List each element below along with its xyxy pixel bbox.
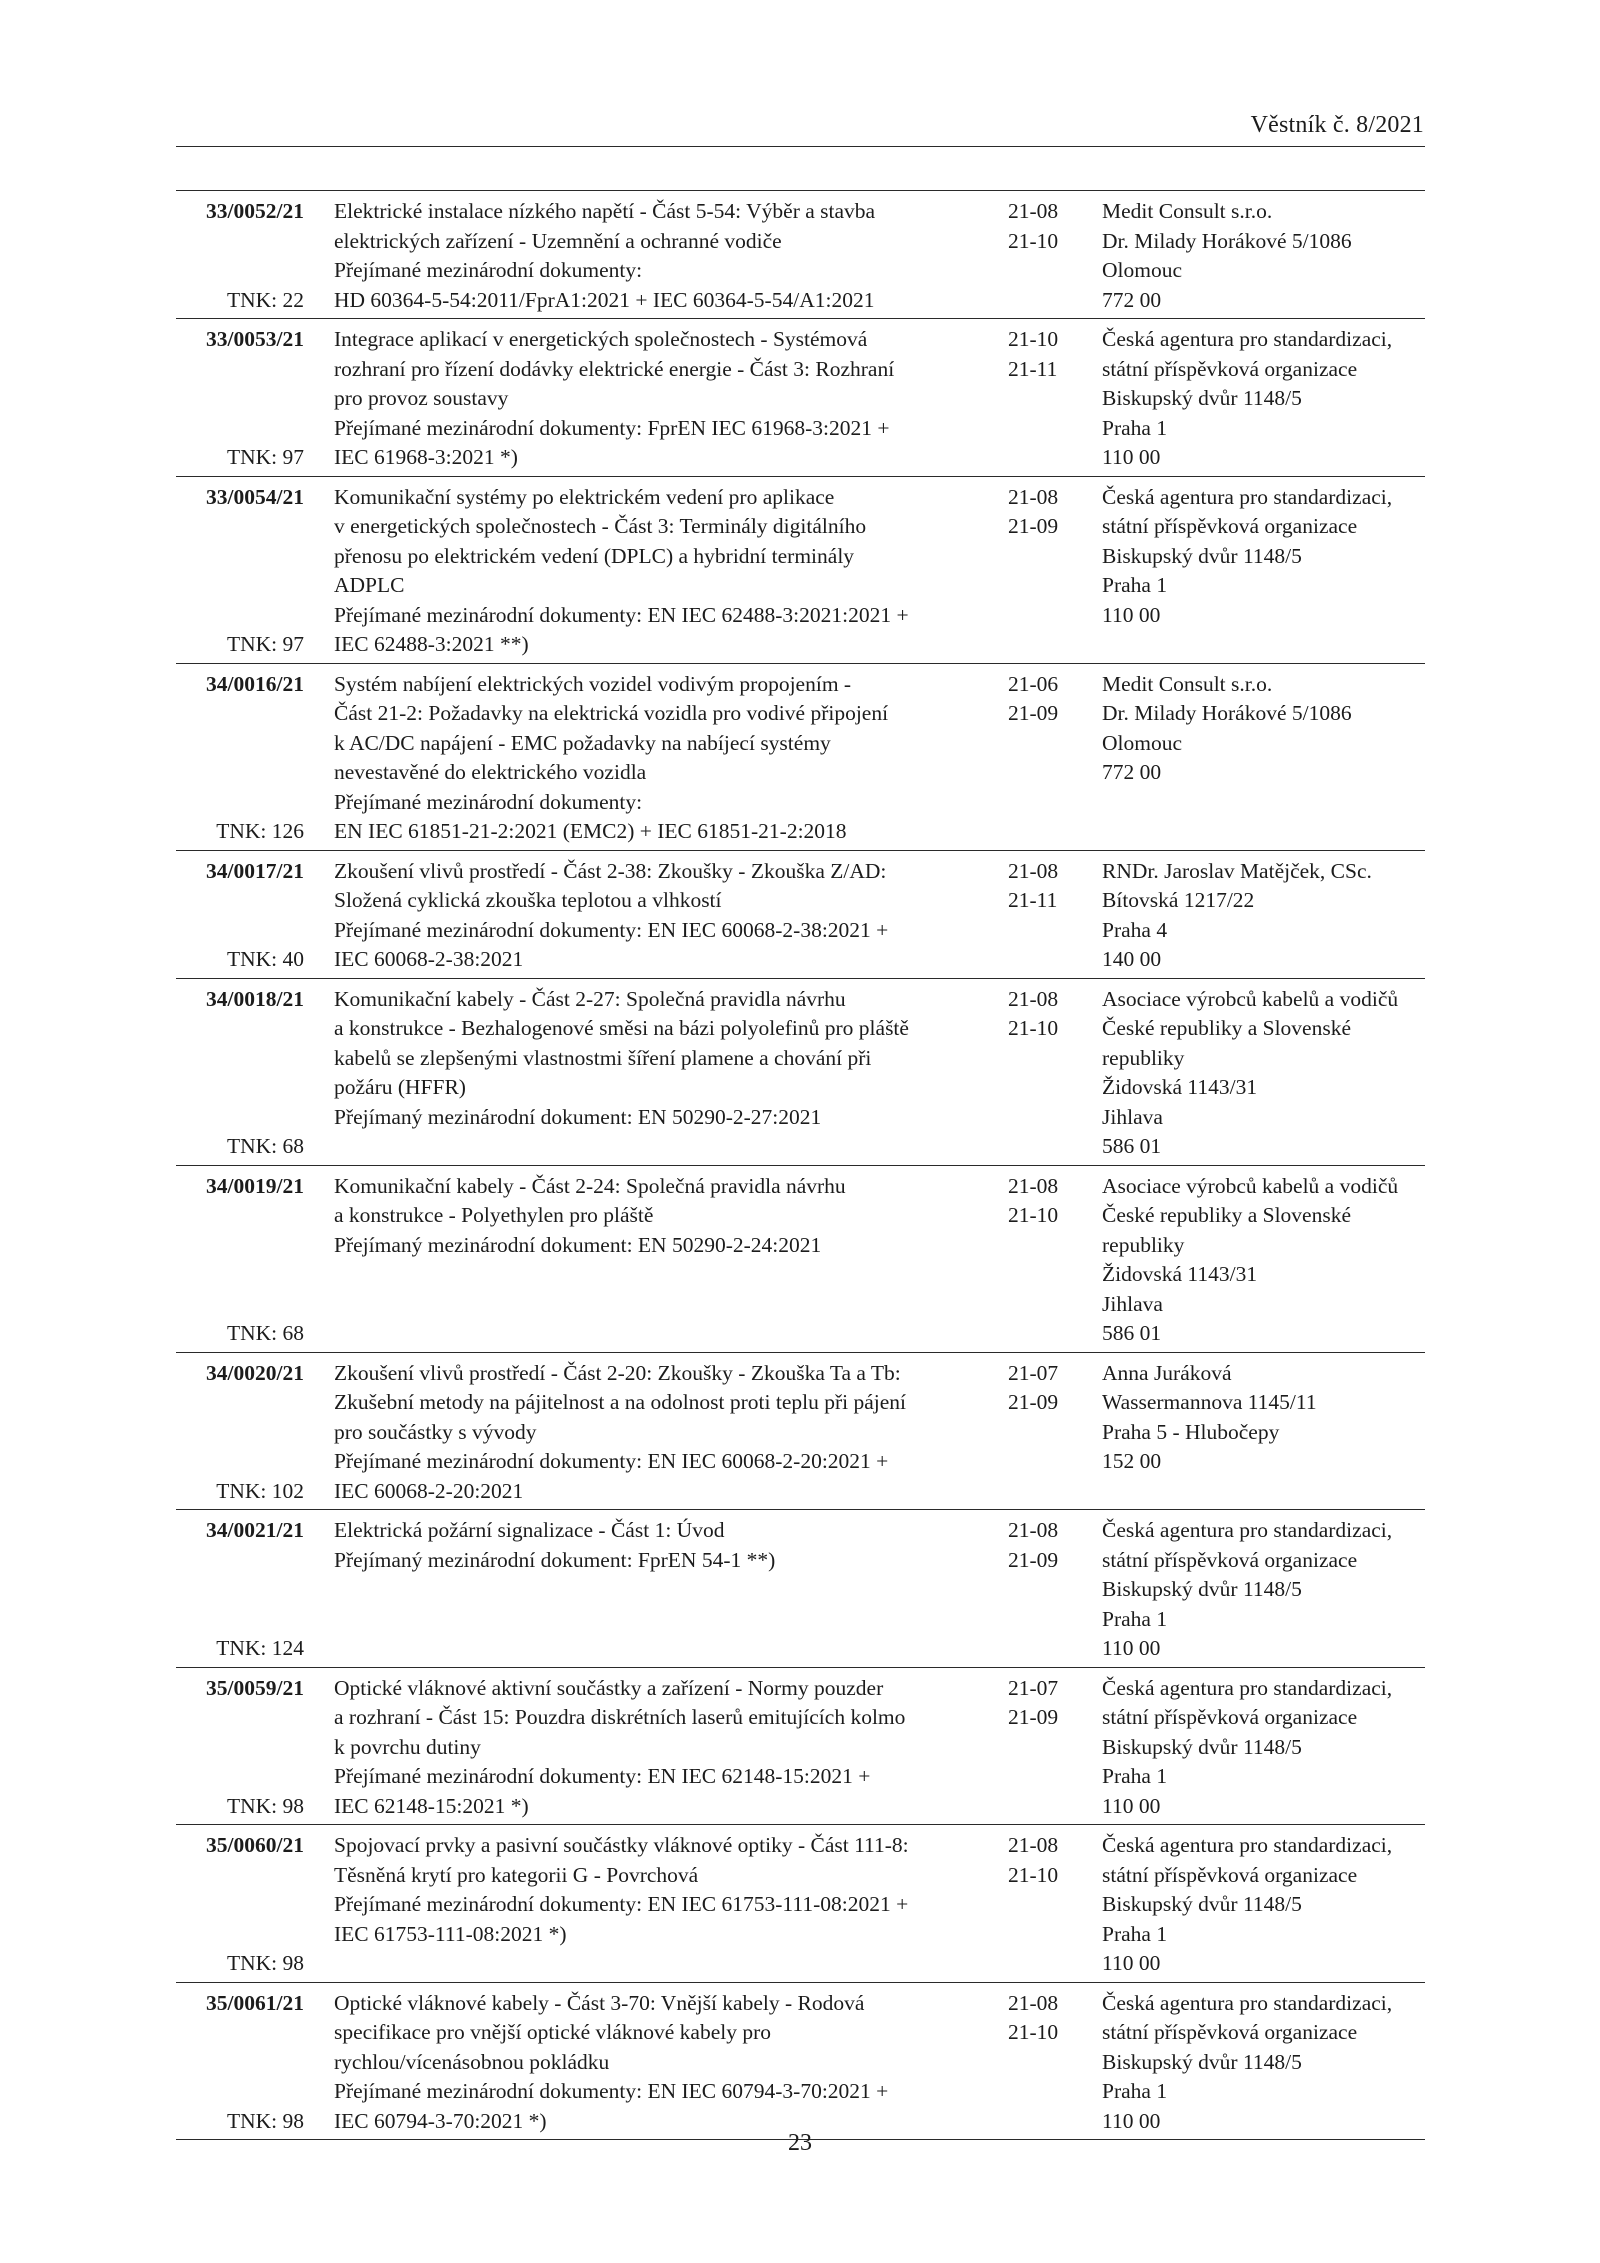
table-row	[176, 1983, 1425, 2141]
entry-id-cell	[176, 1516, 304, 1664]
entry-number: 34/0016/21	[206, 671, 304, 696]
entry-title-line: Přejímané mezinárodní dokumenty: EN IEC 60068-2-38:2021 +	[334, 917, 889, 942]
entry-id-cell	[176, 857, 304, 975]
entry-address-line: Praha 1	[1102, 1921, 1168, 1946]
entry-number: 34/0017/21	[206, 858, 304, 883]
entry-title-line: specifikace pro vnější optické vláknové kabely pro	[334, 2020, 772, 2044]
entry-title-line: Část 21-2: Požadavky na elektrická vozidla pro vodivé připojení	[334, 701, 889, 725]
entry-number: 33/0053/21	[206, 327, 304, 351]
entry-title-line: HD 60364-5-54:2011/FprA1:2021 + IEC 60364-5-54/A1:2021	[334, 287, 875, 312]
entry-title-line: a rozhraní - Část 15: Pouzdra diskrétních laserů emitujících kolmo	[334, 1705, 906, 1729]
entry-number: 33/0054/21	[206, 484, 304, 509]
entry-title-line: Přejímané mezinárodní dokumenty:	[334, 789, 643, 814]
entry-address-line: státní příspěvková organizace	[1102, 514, 1358, 538]
entry-address-line: 110 00	[1102, 1636, 1161, 1660]
entry-date: 21-11	[1008, 356, 1058, 381]
entry-title-line: IEC 60794-3-70:2021 *)	[334, 2108, 547, 2133]
entry-address-line: Praha 1	[1102, 1764, 1168, 1788]
table-row	[176, 664, 1425, 851]
entry-date: 21-08	[1008, 986, 1059, 1011]
entry-address-line: Asociace výrobců kabelů a vodičů	[1102, 986, 1399, 1011]
entry-address-line: 110 00	[1102, 1951, 1161, 1975]
entry-address-line: 772 00	[1102, 287, 1162, 312]
entry-title-cell	[334, 1516, 1004, 1664]
entry-title-line: Přejímaný mezinárodní dokument: EN 50290-2-27:2021	[334, 1104, 822, 1129]
table-row	[176, 1668, 1425, 1826]
entry-address-line: RNDr. Jaroslav Matějček, CSc.	[1102, 858, 1372, 883]
entry-tnk: TNK: 98	[226, 1951, 304, 1975]
entry-date: 21-10	[1008, 2020, 1059, 2044]
entry-title-line: Přejímané mezinárodní dokumenty: EN IEC 62488-3:2021:2021 +	[334, 602, 909, 627]
entry-title-line: Zkoušení vlivů prostředí - Část 2-20: Zkoušky - Zkouška Ta a Tb:	[334, 1360, 901, 1385]
entry-title-line: k AC/DC napájení - EMC požadavky na nabíjecí systémy	[334, 730, 831, 755]
entry-address-line: 110 00	[1102, 602, 1161, 627]
entry-title-cell	[334, 325, 1004, 473]
entry-title-cell	[334, 483, 1004, 660]
entry-title-cell	[334, 1831, 1004, 1979]
entry-address-line: Praha 1	[1102, 415, 1168, 440]
entry-address-cell	[1102, 670, 1432, 788]
entry-address-line: Anna Juráková	[1102, 1360, 1232, 1385]
table-row	[176, 1166, 1425, 1353]
entry-dates-cell	[1008, 1674, 1088, 1733]
entry-tnk: TNK: 40	[226, 947, 304, 971]
entry-dates-cell	[1008, 1989, 1088, 2048]
entry-address-line: 110 00	[1102, 445, 1161, 469]
entry-address-cell	[1102, 1516, 1432, 1664]
entry-number: 33/0052/21	[206, 199, 304, 223]
entry-date: 21-10	[1008, 1862, 1059, 1887]
entry-title-line: IEC 61753-111-08:2021 *)	[334, 1921, 567, 1946]
entry-title-line: IEC 60068-2-38:2021	[334, 947, 524, 971]
entry-title-line: Komunikační kabely - Část 2-27: Společná pravidla návrhu	[334, 986, 846, 1011]
entry-tnk: TNK: 124	[216, 1636, 304, 1660]
entry-id-cell	[176, 483, 304, 660]
entry-address-line: Praha 5 - Hlubočepy	[1102, 1419, 1280, 1444]
entry-address-line: Česká agentura pro standardizaci,	[1102, 327, 1393, 351]
entry-date: 21-08	[1008, 484, 1059, 509]
entry-dates-cell	[1008, 985, 1088, 1044]
entry-date: 21-06	[1008, 671, 1059, 696]
entry-address-line: Dr. Milady Horákové 5/1086	[1102, 228, 1352, 253]
entry-address-line: Praha 1	[1102, 2079, 1168, 2103]
entry-number: 34/0018/21	[206, 986, 304, 1011]
entry-address-line: republiky	[1102, 1045, 1185, 1070]
entry-tnk: TNK: 98	[226, 2108, 304, 2133]
entry-date: 21-08	[1008, 1518, 1059, 1542]
entry-title-cell	[334, 197, 1004, 315]
entry-address-cell	[1102, 1674, 1432, 1822]
entry-address-line: republiky	[1102, 1232, 1185, 1257]
entry-title-line: Elektrické instalace nízkého napětí - Část 5-54: Výběr a stavba	[334, 199, 876, 223]
entry-address-line: Medit Consult s.r.o.	[1102, 671, 1273, 696]
entry-date: 21-10	[1008, 228, 1059, 253]
entry-address-line: Česká agentura pro standardizaci,	[1102, 484, 1393, 509]
entry-title-line: IEC 62488-3:2021 **)	[334, 632, 529, 656]
entry-title-line: IEC 60068-2-20:2021	[334, 1478, 524, 1503]
entry-address-line: České republiky a Slovenské	[1102, 1016, 1351, 1040]
entry-number: 34/0019/21	[206, 1173, 304, 1198]
entry-date: 21-08	[1008, 1833, 1059, 1857]
entry-title-line: Zkušební metody na pájitelnost a na odolnost proti teplu při pájení	[334, 1390, 907, 1414]
entry-title-line: Komunikační systémy po elektrickém vedení pro aplikace	[334, 484, 835, 509]
entry-address-line: 110 00	[1102, 1793, 1161, 1818]
entry-title-line: nevestavěné do elektrického vozidla	[334, 760, 647, 784]
entry-title-line: kabelů se zlepšenými vlastnostmi šíření plamene a chování při	[334, 1045, 872, 1070]
entry-address-line: Česká agentura pro standardizaci,	[1102, 1833, 1393, 1857]
journal-title: Věstník č. 8/2021	[1250, 112, 1424, 138]
entry-address-cell	[1102, 985, 1432, 1162]
entry-address-line: Česká agentura pro standardizaci,	[1102, 1990, 1393, 2015]
entry-title-cell	[334, 1989, 1004, 2137]
entry-title-line: Přejímané mezinárodní dokumenty: EN IEC 61753-111-08:2021 +	[334, 1892, 909, 1916]
entry-title-line: Integrace aplikací v energetických společnostech - Systémová	[334, 327, 868, 351]
table-row	[176, 319, 1425, 477]
entry-address-line: Praha 4	[1102, 917, 1168, 942]
entry-title-line: Spojovací prvky a pasivní součástky vláknové optiky - Část 111-8:	[334, 1833, 909, 1857]
entry-address-line: Praha 1	[1102, 573, 1168, 597]
entry-dates-cell	[1008, 1831, 1088, 1890]
entry-address-line: státní příspěvková organizace	[1102, 1862, 1358, 1887]
entry-title-line: IEC 62148-15:2021 *)	[334, 1793, 529, 1818]
entry-title-cell	[334, 1674, 1004, 1822]
entry-title-line: Přejímané mezinárodní dokumenty: EN IEC 60794-3-70:2021 +	[334, 2079, 889, 2103]
entry-address-line: Biskupský dvůr 1148/5	[1102, 1734, 1302, 1759]
entry-tnk: TNK: 98	[226, 1793, 304, 1818]
entry-number: 34/0021/21	[206, 1518, 304, 1542]
entry-title-line: pro provoz soustavy	[334, 386, 509, 410]
entry-tnk: TNK: 68	[226, 1321, 304, 1345]
entry-address-cell	[1102, 1831, 1432, 1979]
entry-title-line: Přejímané mezinárodní dokumenty: EN IEC 60068-2-20:2021 +	[334, 1449, 889, 1473]
entry-date: 21-08	[1008, 199, 1059, 223]
table-row	[176, 1510, 1425, 1668]
entry-address-line: Jihlava	[1102, 1104, 1163, 1129]
entry-number: 35/0060/21	[206, 1833, 304, 1857]
entry-address-line: 586 01	[1102, 1321, 1162, 1345]
entry-address-line: Asociace výrobců kabelů a vodičů	[1102, 1173, 1399, 1198]
entry-tnk: TNK: 126	[216, 819, 304, 843]
entry-date: 21-08	[1008, 858, 1059, 883]
entry-address-line: Židovská 1143/31	[1102, 1075, 1258, 1099]
entry-title-line: ADPLC	[334, 573, 405, 597]
entry-title-line: Přejímané mezinárodní dokumenty: FprEN IEC 61968-3:2021 +	[334, 415, 890, 440]
table-row	[176, 1353, 1425, 1511]
entry-date: 21-08	[1008, 1173, 1059, 1198]
entry-title-line: Přejímané mezinárodní dokumenty: EN IEC 62148-15:2021 +	[334, 1764, 871, 1788]
table-row	[176, 851, 1425, 979]
entry-date: 21-09	[1008, 701, 1059, 725]
entry-id-cell	[176, 325, 304, 473]
entry-date: 21-09	[1008, 1705, 1059, 1729]
entry-tnk: TNK: 97	[226, 445, 304, 469]
entry-address-line: 110 00	[1102, 2108, 1161, 2133]
entry-address-cell	[1102, 1359, 1432, 1477]
entry-title-line: Přejímané mezinárodní dokumenty:	[334, 258, 643, 282]
table-row	[176, 191, 1425, 319]
entry-address-line: Biskupský dvůr 1148/5	[1102, 543, 1302, 568]
entry-tnk: TNK: 22	[226, 287, 304, 312]
entry-id-cell	[176, 1359, 304, 1507]
entry-id-cell	[176, 985, 304, 1162]
entry-title-line: Komunikační kabely - Část 2-24: Společná pravidla návrhu	[334, 1173, 846, 1198]
entry-title-cell	[334, 857, 1004, 975]
entry-address-line: státní příspěvková organizace	[1102, 2020, 1358, 2044]
entry-title-line: Optické vláknové aktivní součástky a zařízení - Normy pouzder	[334, 1675, 884, 1700]
entry-title-line: přenosu po elektrickém vedení (DPLC) a hybridní terminály	[334, 543, 855, 568]
entry-address-line: Biskupský dvůr 1148/5	[1102, 1892, 1302, 1916]
standards-table	[176, 190, 1425, 2140]
entry-title-line: a konstrukce - Bezhalogenové směsi na bázi polyolefinů pro pláště	[334, 1016, 909, 1040]
entry-title-line: EN IEC 61851-21-2:2021 (EMC2) + IEC 61851-21-2:2018	[334, 819, 847, 843]
entry-title-cell	[334, 1359, 1004, 1507]
entry-date: 21-07	[1008, 1675, 1059, 1700]
entry-dates-cell	[1008, 670, 1088, 729]
entry-address-line: státní příspěvková organizace	[1102, 356, 1358, 381]
entry-address-cell	[1102, 857, 1432, 975]
entry-address-line: Dr. Milady Horákové 5/1086	[1102, 701, 1352, 725]
entry-id-cell	[176, 1674, 304, 1822]
entry-address-line: 586 01	[1102, 1134, 1162, 1158]
entry-title-line: požáru (HFFR)	[334, 1075, 466, 1099]
entry-date: 21-09	[1008, 1547, 1059, 1572]
entry-title-line: Zkoušení vlivů prostředí - Část 2-38: Zkoušky - Zkouška Z/AD:	[334, 858, 887, 883]
entry-address-line: Praha 1	[1102, 1606, 1168, 1631]
entry-id-cell	[176, 1989, 304, 2137]
header-divider	[176, 146, 1425, 147]
entry-tnk: TNK: 68	[226, 1134, 304, 1158]
entry-address-cell	[1102, 197, 1432, 315]
entry-date: 21-10	[1008, 1016, 1059, 1040]
entry-address-line: státní příspěvková organizace	[1102, 1705, 1358, 1729]
entry-title-line: Těsněná krytí pro kategorii G - Povrchová	[334, 1862, 699, 1887]
entry-title-line: v energetických společnostech - Část 3: Terminály digitálního	[334, 514, 867, 538]
entry-title-line: pro součástky s vývody	[334, 1419, 537, 1444]
entry-date: 21-11	[1008, 888, 1058, 912]
entry-dates-cell	[1008, 197, 1088, 256]
entry-address-line: státní příspěvková organizace	[1102, 1547, 1358, 1572]
entry-address-cell	[1102, 325, 1432, 473]
entry-title-line: Složená cyklická zkouška teplotou a vlhkostí	[334, 888, 722, 912]
entry-address-line: Biskupský dvůr 1148/5	[1102, 2049, 1302, 2074]
entry-address-line: Olomouc	[1102, 258, 1183, 282]
entry-title-line: rychlou/vícenásobnou pokládku	[334, 2049, 610, 2074]
entry-address-line: 152 00	[1102, 1449, 1162, 1473]
entry-title-line: Systém nabíjení elektrických vozidel vodivým propojením -	[334, 671, 852, 696]
entry-date: 21-09	[1008, 1390, 1059, 1414]
table-row	[176, 1825, 1425, 1983]
table-row	[176, 477, 1425, 664]
entry-id-cell	[176, 1831, 304, 1979]
entry-address-line: Biskupský dvůr 1148/5	[1102, 1577, 1302, 1601]
entry-address-line: Medit Consult s.r.o.	[1102, 199, 1273, 223]
entry-date: 21-07	[1008, 1360, 1059, 1385]
entry-date: 21-09	[1008, 514, 1059, 538]
entry-address-line: 140 00	[1102, 947, 1162, 971]
entry-title-line: a konstrukce - Polyethylen pro pláště	[334, 1203, 654, 1227]
entry-title-line: k povrchu dutiny	[334, 1734, 481, 1759]
entry-date: 21-08	[1008, 1990, 1059, 2015]
entry-address-cell	[1102, 1172, 1432, 1349]
entry-address-line: Wassermannova 1145/11	[1102, 1390, 1317, 1414]
entry-address-line: Česká agentura pro standardizaci,	[1102, 1675, 1393, 1700]
entry-date: 21-10	[1008, 327, 1059, 351]
entry-title-cell	[334, 670, 1004, 847]
entry-title-line: Optické vláknové kabely - Část 3-70: Vnější kabely - Rodová	[334, 1990, 865, 2015]
entry-title-line: rozhraní pro řízení dodávky elektrické energie - Část 3: Rozhraní	[334, 356, 895, 381]
entry-number: 35/0059/21	[206, 1675, 304, 1700]
entry-address-line: Židovská 1143/31	[1102, 1262, 1258, 1286]
entry-date: 21-10	[1008, 1203, 1059, 1227]
entry-dates-cell	[1008, 1172, 1088, 1231]
entry-address-line: Česká agentura pro standardizaci,	[1102, 1518, 1393, 1542]
entry-address-cell	[1102, 1989, 1432, 2137]
entry-address-line: České republiky a Slovenské	[1102, 1203, 1351, 1227]
page-number: 23	[788, 2130, 812, 2156]
entry-title-cell	[334, 1172, 1004, 1349]
entry-dates-cell	[1008, 1359, 1088, 1418]
entry-dates-cell	[1008, 483, 1088, 542]
table-row	[176, 979, 1425, 1166]
entry-id-cell	[176, 670, 304, 847]
entry-number: 34/0020/21	[206, 1360, 304, 1385]
entry-title-line: Přejímaný mezinárodní dokument: FprEN 54-1 **)	[334, 1547, 776, 1572]
entry-number: 35/0061/21	[206, 1990, 304, 2015]
entry-tnk: TNK: 97	[226, 632, 304, 656]
entry-address-cell	[1102, 483, 1432, 631]
entry-dates-cell	[1008, 325, 1088, 384]
entry-title-cell	[334, 985, 1004, 1162]
entry-address-line: Jihlava	[1102, 1291, 1163, 1316]
entry-address-line: Olomouc	[1102, 730, 1183, 755]
entry-id-cell	[176, 197, 304, 315]
entry-title-line: Přejímaný mezinárodní dokument: EN 50290-2-24:2021	[334, 1232, 822, 1257]
entry-title-line: Elektrická požární signalizace - Část 1: Úvod	[334, 1518, 725, 1542]
entry-title-line: IEC 61968-3:2021 *)	[334, 445, 518, 469]
entry-address-line: 772 00	[1102, 760, 1162, 784]
entry-id-cell	[176, 1172, 304, 1349]
entry-dates-cell	[1008, 1516, 1088, 1575]
entry-tnk: TNK: 102	[216, 1478, 304, 1503]
entry-address-line: Bítovská 1217/22	[1102, 888, 1255, 912]
entry-dates-cell	[1008, 857, 1088, 916]
entry-title-line: elektrických zařízení - Uzemnění a ochranné vodiče	[334, 228, 782, 253]
entry-address-line: Biskupský dvůr 1148/5	[1102, 386, 1302, 410]
